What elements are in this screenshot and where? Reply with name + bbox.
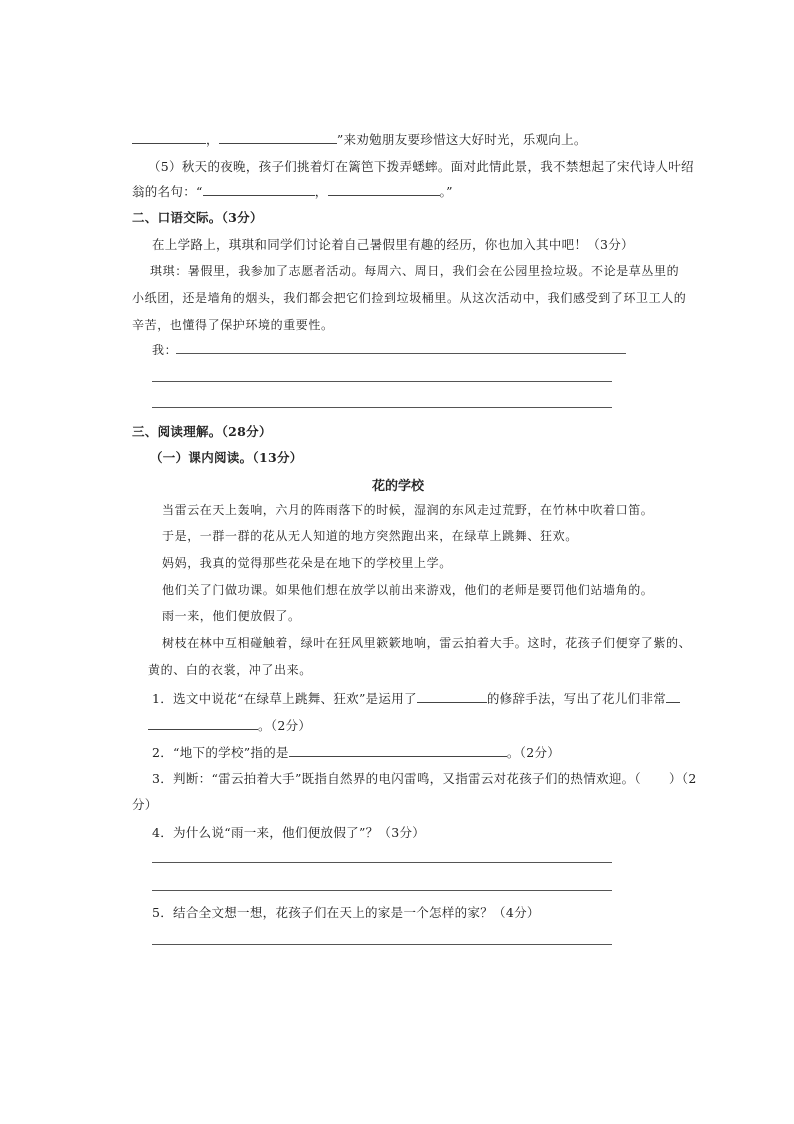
q5-line2	[132, 183, 453, 200]
section3-heading: 三、阅读理解。（28分）	[132, 424, 272, 439]
passage-paragraph: 妈妈，我真的觉得那些花朵是在地下的学校里上学。	[162, 556, 452, 570]
q2-text-b: 。（2分）	[506, 745, 561, 760]
answer-blank[interactable]	[219, 131, 337, 144]
qiqi-line3: 辛苦，也懂得了保护环境的重要性。	[132, 318, 334, 332]
question-4: 4．为什么说“雨一来，他们便放假了”？（3分）	[152, 825, 426, 840]
answer-line[interactable]	[152, 407, 612, 408]
q1-text-b: 的修辞手法，写出了花儿们非常	[486, 691, 667, 706]
answer-line[interactable]	[152, 381, 612, 382]
section2-prompt: 在上学路上，琪琪和同学们讨论着自己暑假里有趣的经历，你也加入其中吧！（3分）	[152, 237, 634, 252]
me-label: 我：	[152, 343, 178, 357]
answer-line[interactable]	[152, 944, 612, 945]
passage-paragraph: 当雷云在天上轰响，六月的阵雨落下的时候，湿润的东风走过荒野，在竹林中吹着口笛。	[162, 503, 654, 517]
quote-tail: ”来劝勉朋友要珍惜这大好时光，乐观向上。	[336, 132, 587, 147]
answer-blank[interactable]	[132, 131, 206, 144]
passage-title: 花的学校	[372, 479, 425, 494]
comma: ，	[314, 184, 328, 199]
answer-blank[interactable]	[328, 183, 440, 196]
passage-paragraph: 黄的、白的衣裳，冲了出来。	[148, 663, 312, 677]
question-3	[152, 771, 697, 787]
answer-line[interactable]	[152, 862, 612, 863]
q5-line2-start: 翁的名句：“	[132, 184, 203, 199]
q4-continuation-line	[132, 131, 587, 148]
question-2	[152, 744, 560, 761]
q1-text-a: 1．选文中说花“在绿草上跳舞、狂欢”是运用了	[152, 691, 417, 706]
answer-line[interactable]	[176, 353, 626, 354]
section3-sub-heading: （一）课内阅读。（13分）	[150, 450, 303, 465]
passage-paragraph: 他们关了门做功课。如果他们想在放学以前出来游戏，他们的老师是要罚他们站墙角的。	[162, 583, 654, 597]
q3-text-a: 3．判断：“雷云拍着大手”既指自然界的电闪雷鸣，又指雷云对花孩子们的热情欢迎。（	[152, 771, 641, 786]
answer-blank[interactable]	[666, 690, 680, 703]
q1-text-c: 。（2分）	[258, 718, 312, 733]
answer-blank[interactable]	[289, 744, 507, 757]
q5-line2-end: 。”	[439, 184, 453, 199]
question-5: 5．结合全文想一想，花孩子们在天上的家是一个怎样的家？（4分）	[152, 905, 540, 920]
section2-heading: 二、口语交际。（3分）	[132, 210, 263, 225]
passage-paragraph: 树枝在林中互相碰触着，绿叶在狂风里簌簌地响，雷云拍着大手。这时，花孩子们便穿了紫的、	[162, 636, 692, 650]
answer-blank[interactable]	[203, 183, 315, 196]
question-1	[152, 690, 680, 707]
q3-text-b: ）（2	[669, 771, 697, 786]
answer-blank[interactable]	[417, 690, 487, 703]
answer-blank[interactable]	[148, 717, 258, 730]
q5-line1: （5）秋天的夜晚，孩子们挑着灯在篱笆下拨弄蟋蟀。面对此情此景，我不禁想起了宋代诗人叶绍	[148, 159, 694, 174]
q2-text-a: 2．“地下的学校”指的是	[152, 745, 289, 760]
qiqi-line1: 琪琪：暑假里，我参加了志愿者活动。每周六、周日，我们会在公园里捡垃圾。不论是草丛里的	[150, 264, 680, 278]
comma: ，	[206, 132, 219, 147]
question-3-cont: 分）	[132, 797, 158, 812]
passage-paragraph: 雨一来，他们便放假了。	[162, 609, 301, 623]
qiqi-line2: 小纸团，还是墙角的烟头，我们都会把它们捡到垃圾桶里。从这次活动中，我们感受到了环卫工人的	[132, 291, 687, 305]
passage-paragraph: 于是，一群一群的花从无人知道的地方突然跑出来，在绿草上跳舞、狂欢。	[162, 529, 578, 543]
question-1-cont	[148, 717, 311, 734]
answer-line[interactable]	[152, 890, 612, 891]
